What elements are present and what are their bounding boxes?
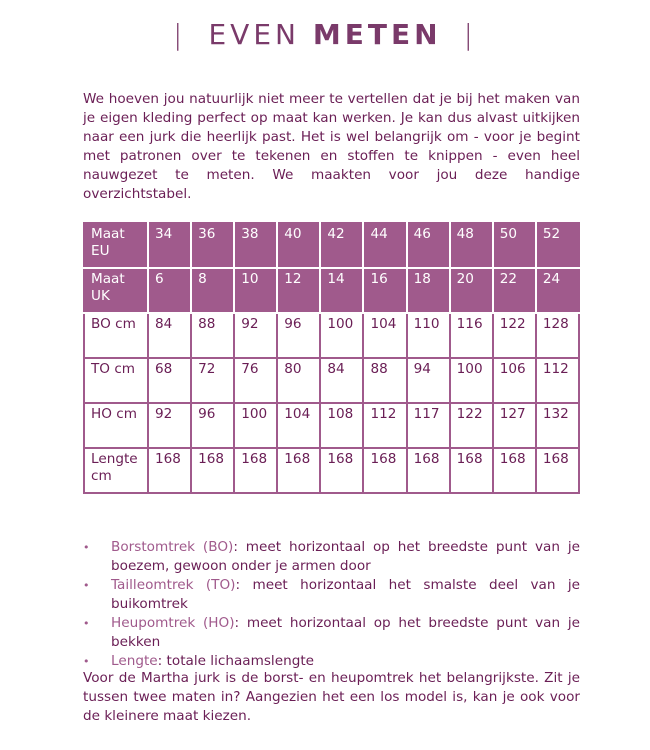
- table-cell: 38: [234, 223, 277, 268]
- table-cell: 20: [450, 268, 493, 313]
- table-row: [84, 268, 579, 313]
- table-cell: 72: [191, 358, 234, 403]
- table-cell: 42: [320, 223, 363, 268]
- table-cell: 12: [277, 268, 320, 313]
- table-cell: 68: [148, 358, 191, 403]
- table-cell: 18: [407, 268, 450, 313]
- table-row: [84, 448, 579, 493]
- table-cell: 132: [536, 403, 579, 448]
- table-row: [84, 223, 579, 268]
- legend-item-heupomtrek: [83, 614, 580, 652]
- table-cell: 104: [363, 313, 406, 358]
- legend-term: Heupomtrek (HO): [111, 615, 235, 631]
- table-cell: 14: [320, 268, 363, 313]
- table-cell: 10: [234, 268, 277, 313]
- table-cell: 50: [493, 223, 536, 268]
- row-label: HO cm: [84, 403, 148, 448]
- row-label: Lengte cm: [84, 448, 148, 493]
- legend-item-borstomtrek: [83, 538, 580, 576]
- page-title: [0, 18, 650, 51]
- intro-paragraph: We hoeven jou natuurlijk niet meer te vertellen dat je bij het maken van je eigen kleding perfect op maat kan werken. Je kan dus alvast uitkijken naar een jurk die heerlijk past. Het is wel belangrijk om - voor je begint met patronen over te tekenen en stoffen te knippen - even heel nauwgezet te meten. We maakten voor jou deze handige overzichtstabel.: [83, 91, 580, 202]
- table-cell: 104: [277, 403, 320, 448]
- table-cell: 94: [407, 358, 450, 403]
- size-table: [83, 222, 580, 494]
- table-cell: 96: [191, 403, 234, 448]
- table-cell: 36: [191, 223, 234, 268]
- table-cell: 96: [277, 313, 320, 358]
- table-cell: 84: [148, 313, 191, 358]
- title-word-meten: METEN: [312, 18, 442, 51]
- table-cell: 116: [450, 313, 493, 358]
- table-cell: 88: [191, 313, 234, 358]
- table-cell: 168: [363, 448, 406, 493]
- table-cell: 34: [148, 223, 191, 268]
- table-cell: 122: [493, 313, 536, 358]
- table-cell: 112: [363, 403, 406, 448]
- table-cell: 16: [363, 268, 406, 313]
- title-word-even: EVEN: [208, 18, 300, 51]
- table-cell: 8: [191, 268, 234, 313]
- table-cell: 168: [277, 448, 320, 493]
- table-row: [84, 358, 579, 403]
- table-cell: 46: [407, 223, 450, 268]
- table-cell: 100: [320, 313, 363, 358]
- table-cell: 80: [277, 358, 320, 403]
- table-cell: 168: [536, 448, 579, 493]
- table-cell: 40: [277, 223, 320, 268]
- table-cell: 100: [450, 358, 493, 403]
- table-cell: 84: [320, 358, 363, 403]
- row-label: TO cm: [84, 358, 148, 403]
- table-cell: 127: [493, 403, 536, 448]
- table-cell: 110: [407, 313, 450, 358]
- table-cell: 76: [234, 358, 277, 403]
- closing-paragraph: Voor de Martha jurk is de borst- en heupomtrek het belangrijkste. Zit je tussen twee maten in? Aangezien het een los model is, kan je ook voor de kleinere maat kiezen.: [83, 670, 580, 724]
- table-cell: 128: [536, 313, 579, 358]
- table-cell: 100: [234, 403, 277, 448]
- legend-text: : meet horizontaal het smalste deel van je buikomtrek: [111, 577, 581, 612]
- table-cell: 48: [450, 223, 493, 268]
- table-cell: 24: [536, 268, 579, 313]
- row-label: BO cm: [84, 313, 148, 358]
- table-cell: 92: [148, 403, 191, 448]
- table-cell: 92: [234, 313, 277, 358]
- legend-term: Lengte: [111, 653, 158, 669]
- measurement-legend: [83, 538, 580, 671]
- table-cell: 168: [234, 448, 277, 493]
- table-cell: 122: [450, 403, 493, 448]
- title-divider-left: |: [173, 18, 187, 51]
- legend-term: Borstomtrek (BO): [111, 539, 234, 555]
- table-cell: 112: [536, 358, 579, 403]
- row-label: Maat EU: [84, 223, 148, 268]
- table-cell: 168: [407, 448, 450, 493]
- table-cell: 168: [493, 448, 536, 493]
- table-cell: 168: [148, 448, 191, 493]
- table-cell: 168: [320, 448, 363, 493]
- table-cell: 168: [191, 448, 234, 493]
- title-divider-right: |: [463, 18, 477, 51]
- legend-item-tailleomtrek: [83, 576, 580, 614]
- table-cell: 6: [148, 268, 191, 313]
- table-cell: 44: [363, 223, 406, 268]
- legend-text: : meet horizontaal op het breedste punt van je bekken: [111, 615, 580, 650]
- table-cell: 88: [363, 358, 406, 403]
- table-cell: 106: [493, 358, 536, 403]
- table-row: [84, 403, 579, 448]
- legend-text: : totale lichaamslengte: [157, 653, 315, 669]
- row-label: Maat UK: [84, 268, 148, 313]
- table-cell: 108: [320, 403, 363, 448]
- table-cell: 52: [536, 223, 579, 268]
- legend-text: : meet horizontaal op het breedste punt van je boezem, gewoon onder je armen door: [111, 539, 580, 574]
- table-cell: 168: [450, 448, 493, 493]
- legend-term: Tailleomtrek (TO): [111, 577, 236, 593]
- table-cell: 117: [407, 403, 450, 448]
- table-cell: 22: [493, 268, 536, 313]
- table-row: [84, 313, 579, 358]
